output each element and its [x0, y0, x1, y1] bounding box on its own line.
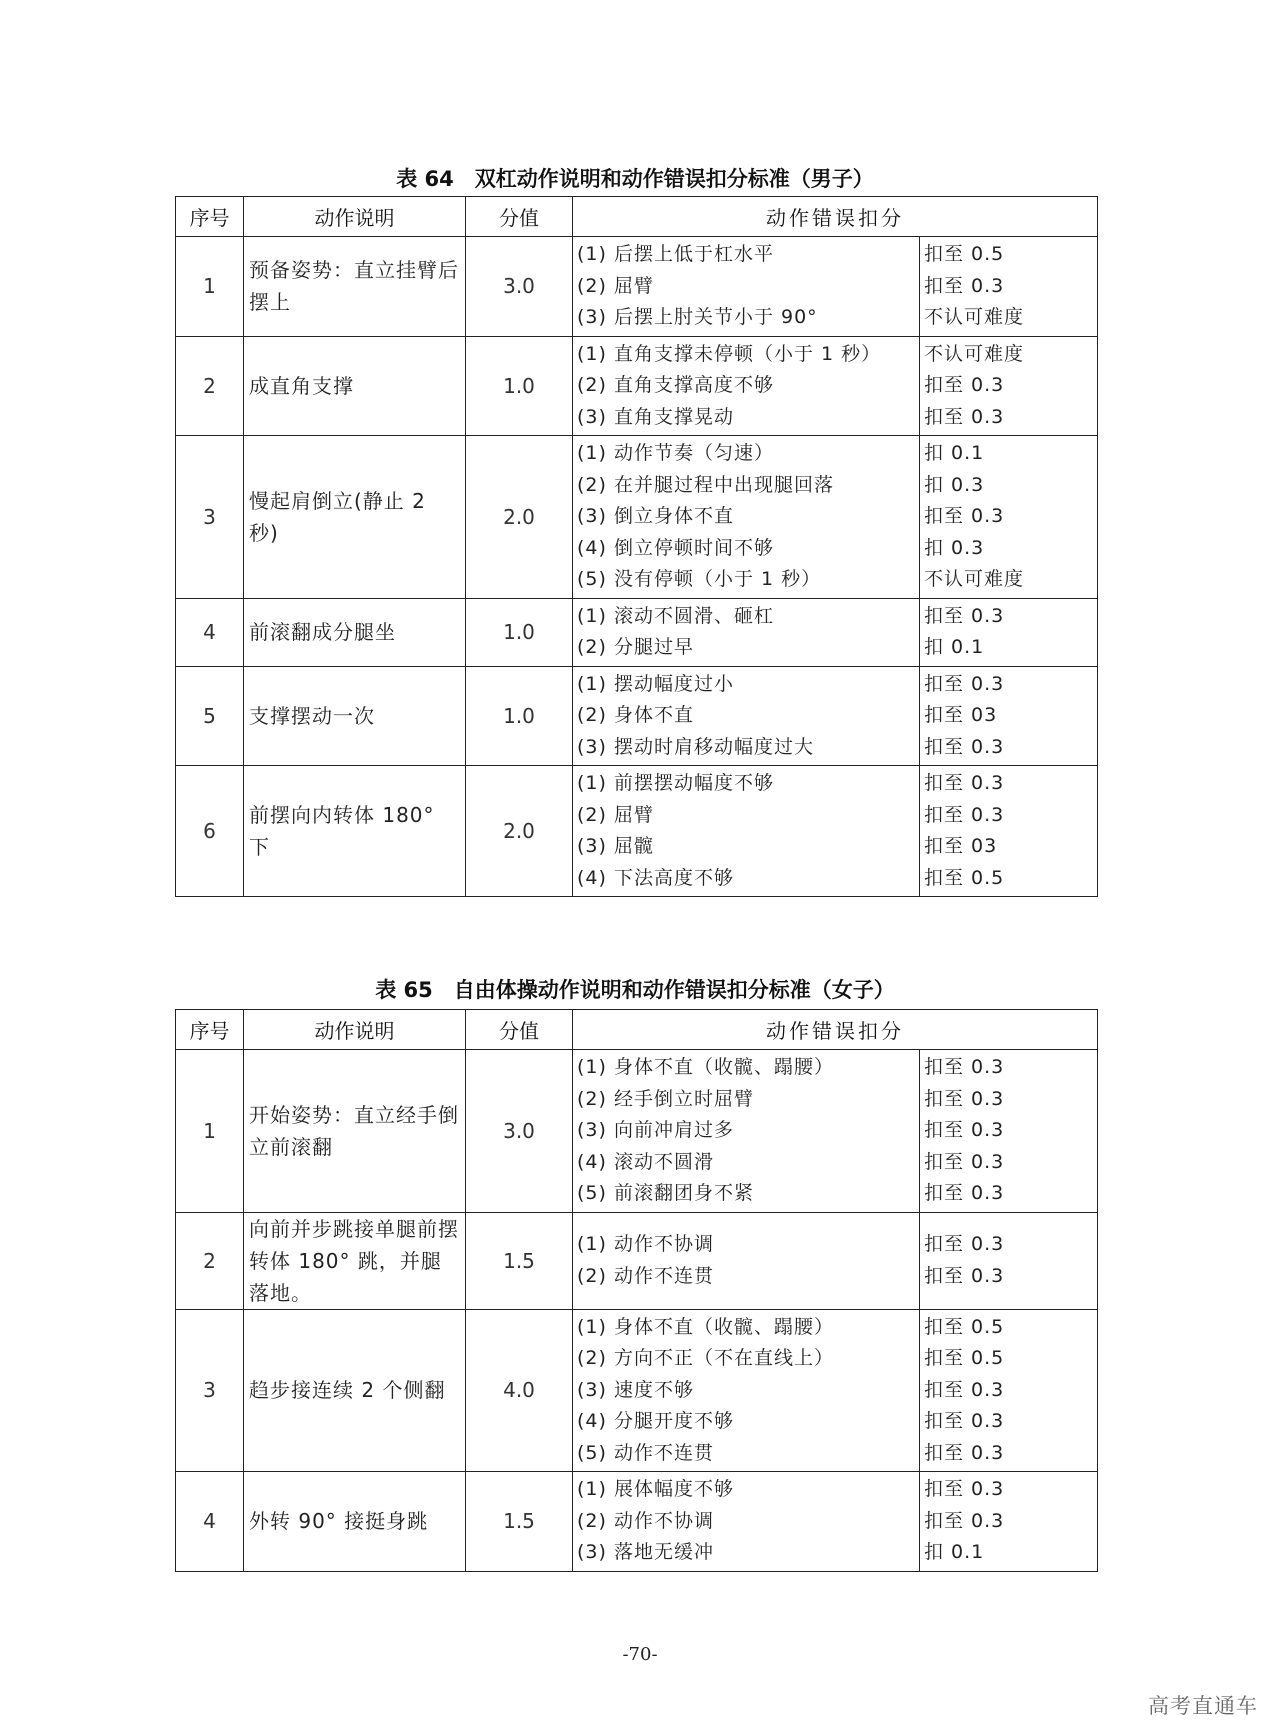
table-row [176, 1050, 1098, 1213]
deduction-list [920, 336, 1098, 436]
action-description: 前摆向内转体 180° 下 [244, 766, 466, 897]
deduction-item: 扣至 0.3 [924, 672, 1005, 695]
table-row [176, 1309, 1098, 1472]
deduction-item: 不认可难度 [924, 568, 1025, 590]
deduction-item: 扣 0.1 [924, 1541, 985, 1563]
error-item: (4) 下法高度不够 [577, 866, 734, 889]
deduction-item: 扣至 0.3 [924, 604, 1005, 627]
deduction-item: 扣至 0.3 [924, 1509, 1005, 1532]
deduction-list [920, 237, 1098, 337]
deduction-item: 扣至 0.3 [924, 505, 1005, 527]
error-item: (1) 前摆摆动幅度不够 [577, 772, 774, 794]
error-item: (2) 分腿过早 [577, 636, 694, 658]
table-64-header-row [176, 197, 1098, 237]
table-row [176, 436, 1098, 599]
error-item: (1) 直角支撑未停顿（小于 1 秒） [577, 342, 882, 365]
error-item: (2) 在并腿过程中出现腿回落 [577, 473, 834, 496]
deduction-item: 扣至 0.3 [924, 803, 1005, 826]
error-list [573, 1050, 920, 1213]
error-list [573, 1472, 920, 1572]
action-description: 前滚翻成分腿坐 [244, 598, 466, 666]
header-score: 分值 [466, 197, 573, 237]
error-item: (4) 滚动不圆滑 [577, 1150, 714, 1173]
error-item: (3) 直角支撑晃动 [577, 405, 734, 428]
row-number: 2 [176, 1212, 244, 1309]
error-item: (4) 倒立停顿时间不够 [577, 536, 774, 559]
deduction-item: 扣 0.3 [924, 473, 985, 496]
error-item: (2) 经手倒立时屈臂 [577, 1087, 754, 1110]
deduction-item: 扣至 0.5 [924, 243, 1005, 265]
deduction-list [920, 436, 1098, 599]
deduction-list [920, 1309, 1098, 1472]
table-row [176, 766, 1098, 897]
deduction-item: 不认可难度 [924, 342, 1025, 365]
row-number: 1 [176, 1050, 244, 1213]
deduction-item: 扣至 0.3 [924, 1119, 1005, 1141]
header-desc: 动作说明 [244, 197, 466, 237]
table-row [176, 1212, 1098, 1309]
score-value: 4.0 [466, 1309, 573, 1472]
header-num: 序号 [176, 1010, 244, 1050]
score-value: 1.5 [466, 1212, 573, 1309]
error-item: (2) 方向不正（不在直线上） [577, 1347, 834, 1369]
error-item: (2) 动作不连贯 [577, 1264, 714, 1287]
table-64-body [176, 237, 1098, 897]
error-list [573, 766, 920, 897]
header-errors: 动作错误扣分 [573, 197, 1098, 237]
error-item: (5) 前滚翻团身不紧 [577, 1182, 754, 1204]
deduction-item: 扣至 0.5 [924, 866, 1005, 889]
deduction-list [920, 1212, 1098, 1309]
error-item: (4) 分腿开度不够 [577, 1410, 734, 1432]
action-description: 开始姿势：直立经手倒立前滚翻 [244, 1050, 466, 1213]
table-row [176, 666, 1098, 766]
deduction-item: 扣至 0.3 [924, 405, 1005, 428]
deduction-item: 扣至 0.3 [924, 1410, 1005, 1432]
action-description: 趋步接连续 2 个侧翻 [244, 1309, 466, 1472]
deduction-item: 扣至 0.3 [924, 1264, 1005, 1287]
deduction-item: 扣至 0.3 [924, 1441, 1005, 1464]
deduction-item: 不认可难度 [924, 306, 1025, 328]
deduction-item: 扣 0.1 [924, 442, 985, 464]
error-list [573, 1309, 920, 1472]
action-description: 成直角支撑 [244, 336, 466, 436]
table-row [176, 598, 1098, 666]
table-row [176, 1472, 1098, 1572]
error-item: (3) 倒立身体不直 [577, 505, 734, 527]
row-number: 2 [176, 336, 244, 436]
deduction-item: 扣至 0.3 [924, 1087, 1005, 1110]
score-value: 2.0 [466, 436, 573, 599]
deduction-item: 扣至 0.5 [924, 1347, 1005, 1369]
score-value: 2.0 [466, 766, 573, 897]
score-value: 1.5 [466, 1472, 573, 1572]
watermark: 高考直通车 [1148, 1694, 1258, 1718]
table-65-body [176, 1050, 1098, 1572]
page-number: -70- [622, 1644, 658, 1665]
deduction-item: 扣 0.3 [924, 536, 985, 559]
error-item: (1) 后摆上低于杠水平 [577, 243, 774, 265]
deduction-list [920, 1472, 1098, 1572]
error-list [573, 1212, 920, 1309]
error-item: (5) 动作不连贯 [577, 1441, 714, 1464]
row-number: 3 [176, 1309, 244, 1472]
deduction-item: 扣至 0.3 [924, 1150, 1005, 1173]
score-value: 1.0 [466, 598, 573, 666]
error-item: (2) 动作不协调 [577, 1509, 714, 1532]
error-list [573, 436, 920, 599]
deduction-item: 扣至 0.3 [924, 772, 1005, 794]
table-64 [175, 196, 1098, 897]
error-item: (5) 没有停顿（小于 1 秒） [577, 568, 822, 590]
row-number: 4 [176, 598, 244, 666]
row-number: 3 [176, 436, 244, 599]
deduction-list [920, 1050, 1098, 1213]
error-item: (1) 身体不直（收髋、蹋腰） [577, 1315, 834, 1338]
error-item: (3) 速度不够 [577, 1378, 694, 1401]
error-item: (1) 动作节奏（匀速） [577, 442, 774, 464]
score-value: 1.0 [466, 336, 573, 436]
action-description: 慢起肩倒立(静止 2 秒) [244, 436, 466, 599]
header-num: 序号 [176, 197, 244, 237]
deduction-list [920, 766, 1098, 897]
deduction-list [920, 666, 1098, 766]
deduction-item: 扣至 0.3 [924, 1182, 1005, 1204]
deduction-item: 扣至 0.3 [924, 274, 1005, 297]
row-number: 6 [176, 766, 244, 897]
error-item: (2) 直角支撑高度不够 [577, 374, 774, 396]
error-item: (2) 屈臂 [577, 803, 654, 826]
deduction-item: 扣至 0.3 [924, 374, 1005, 396]
error-item: (1) 动作不协调 [577, 1233, 714, 1255]
score-value: 1.0 [466, 666, 573, 766]
error-item: (3) 落地无缓冲 [577, 1541, 714, 1563]
error-item: (1) 身体不直（收髋、蹋腰） [577, 1056, 834, 1078]
deduction-item: 扣至 03 [924, 835, 998, 857]
deduction-item: 扣至 0.3 [924, 735, 1005, 758]
error-item: (3) 屈髋 [577, 835, 654, 857]
table-64-caption: 表 64 双杠动作说明和动作错误扣分标准（男子） [396, 167, 874, 191]
error-list [573, 237, 920, 337]
table-65 [175, 1009, 1098, 1572]
error-list [573, 598, 920, 666]
error-item: (1) 摆动幅度过小 [577, 672, 734, 695]
error-item: (1) 滚动不圆滑、砸杠 [577, 604, 774, 627]
error-item: (3) 后摆上肘关节小于 90° [577, 306, 818, 328]
deduction-item: 扣至 0.3 [924, 1478, 1005, 1500]
score-value: 3.0 [466, 1050, 573, 1213]
error-item: (2) 屈臂 [577, 274, 654, 297]
deduction-item: 扣至 0.3 [924, 1233, 1005, 1255]
action-description: 预备姿势：直立挂臂后摆上 [244, 237, 466, 337]
header-desc: 动作说明 [244, 1010, 466, 1050]
row-number: 4 [176, 1472, 244, 1572]
action-description: 外转 90° 接挺身跳 [244, 1472, 466, 1572]
header-score: 分值 [466, 1010, 573, 1050]
action-description: 支撑摆动一次 [244, 666, 466, 766]
table-65-header-row [176, 1010, 1098, 1050]
header-errors: 动作错误扣分 [573, 1010, 1098, 1050]
error-item: (3) 摆动时肩移动幅度过大 [577, 735, 814, 758]
score-value: 3.0 [466, 237, 573, 337]
deduction-item: 扣至 0.5 [924, 1315, 1005, 1338]
deduction-list [920, 598, 1098, 666]
deduction-item: 扣 0.1 [924, 636, 985, 658]
row-number: 1 [176, 237, 244, 337]
error-item: (2) 身体不直 [577, 704, 694, 726]
error-list [573, 336, 920, 436]
error-list [573, 666, 920, 766]
table-65-caption: 表 65 自由体操动作说明和动作错误扣分标准（女子） [375, 978, 895, 1002]
row-number: 5 [176, 666, 244, 766]
deduction-item: 扣至 0.3 [924, 1056, 1005, 1078]
table-row [176, 336, 1098, 436]
deduction-item: 扣至 03 [924, 704, 998, 726]
deduction-item: 扣至 0.3 [924, 1378, 1005, 1401]
error-item: (3) 向前冲肩过多 [577, 1119, 734, 1141]
table-row [176, 237, 1098, 337]
action-description: 向前并步跳接单腿前摆转体 180° 跳，并腿落地。 [244, 1212, 466, 1309]
error-item: (1) 展体幅度不够 [577, 1478, 734, 1500]
